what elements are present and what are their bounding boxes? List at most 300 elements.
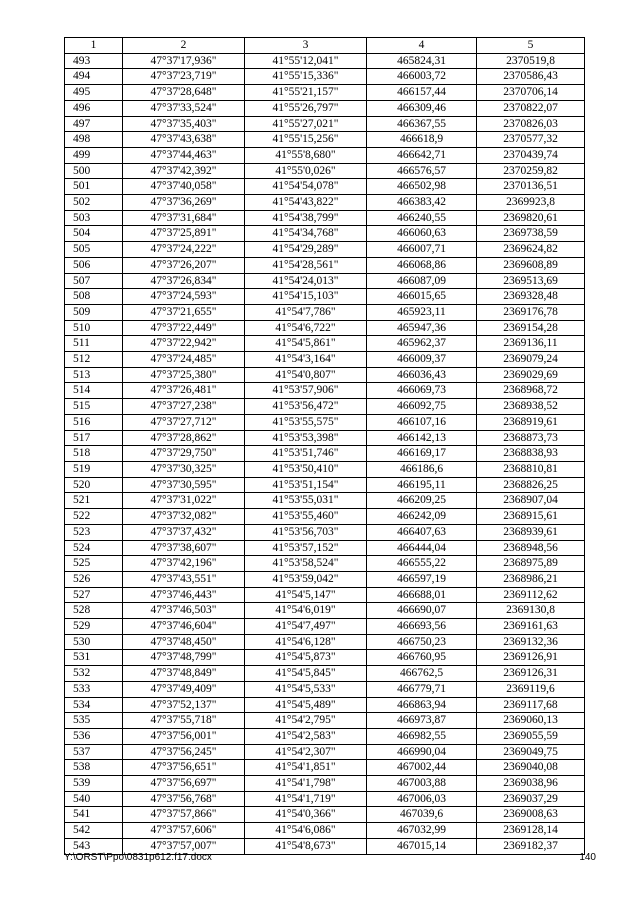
latitude-cell: 47°37'26,481" (123, 383, 245, 399)
y-coordinate-cell: 2369037,29 (477, 791, 585, 807)
y-coordinate-cell: 2368873,73 (477, 430, 585, 446)
table-row (65, 414, 585, 430)
point-number-cell: 496 (65, 100, 123, 116)
latitude-cell: 47°37'30,325" (123, 461, 245, 477)
x-coordinate-cell: 467006,03 (367, 791, 477, 807)
longitude-cell: 41°54'5,845" (245, 666, 367, 682)
table-row (65, 477, 585, 493)
latitude-cell: 47°37'48,450" (123, 634, 245, 650)
y-coordinate-cell: 2368915,61 (477, 509, 585, 525)
table-row (65, 116, 585, 132)
latitude-cell: 47°37'56,768" (123, 791, 245, 807)
longitude-cell: 41°54'28,561" (245, 257, 367, 273)
x-coordinate-cell: 466157,44 (367, 85, 477, 101)
longitude-cell: 41°54'6,086" (245, 823, 367, 839)
latitude-cell: 47°37'27,238" (123, 399, 245, 415)
longitude-cell: 41°54'5,489" (245, 697, 367, 713)
latitude-cell: 47°37'56,651" (123, 760, 245, 776)
x-coordinate-cell: 465824,31 (367, 53, 477, 69)
x-coordinate-cell: 466242,09 (367, 509, 477, 525)
y-coordinate-cell: 2369038,96 (477, 776, 585, 792)
x-coordinate-cell: 466092,75 (367, 399, 477, 415)
x-coordinate-cell: 466990,04 (367, 744, 477, 760)
y-coordinate-cell: 2368907,04 (477, 493, 585, 509)
x-coordinate-cell: 466087,09 (367, 273, 477, 289)
page-number: 140 (579, 852, 596, 863)
latitude-cell: 47°37'46,604" (123, 619, 245, 635)
point-number-cell: 543 (65, 838, 123, 854)
y-coordinate-cell: 2369923,8 (477, 195, 585, 211)
longitude-cell: 41°54'8,673" (245, 838, 367, 854)
point-number-cell: 517 (65, 430, 123, 446)
longitude-cell: 41°54'5,861" (245, 336, 367, 352)
table-row (65, 461, 585, 477)
x-coordinate-cell: 466597,19 (367, 571, 477, 587)
longitude-cell: 41°53'51,746" (245, 446, 367, 462)
x-coordinate-cell: 466690,07 (367, 603, 477, 619)
point-number-cell: 493 (65, 53, 123, 69)
point-number-cell: 511 (65, 336, 123, 352)
point-number-cell: 540 (65, 791, 123, 807)
y-coordinate-cell: 2368948,56 (477, 540, 585, 556)
latitude-cell: 47°37'37,432" (123, 524, 245, 540)
latitude-cell: 47°37'48,849" (123, 666, 245, 682)
longitude-cell: 41°53'56,472" (245, 399, 367, 415)
y-coordinate-cell: 2370259,82 (477, 163, 585, 179)
longitude-cell: 41°53'57,152" (245, 540, 367, 556)
longitude-cell: 41°54'43,822" (245, 195, 367, 211)
header-cell-5: 5 (477, 38, 585, 54)
x-coordinate-cell: 466779,71 (367, 681, 477, 697)
x-coordinate-cell: 467002,44 (367, 760, 477, 776)
latitude-cell: 47°37'42,196" (123, 556, 245, 572)
longitude-cell: 41°53'55,575" (245, 414, 367, 430)
latitude-cell: 47°37'57,866" (123, 807, 245, 823)
table-row (65, 776, 585, 792)
point-number-cell: 494 (65, 69, 123, 85)
point-number-cell: 542 (65, 823, 123, 839)
x-coordinate-cell: 467039,6 (367, 807, 477, 823)
longitude-cell: 41°55'15,336" (245, 69, 367, 85)
table-row (65, 147, 585, 163)
table-row (65, 791, 585, 807)
point-number-cell: 528 (65, 603, 123, 619)
table-row (65, 352, 585, 368)
y-coordinate-cell: 2369328,48 (477, 289, 585, 305)
latitude-cell: 47°37'57,007" (123, 838, 245, 854)
table-row (65, 179, 585, 195)
point-number-cell: 507 (65, 273, 123, 289)
point-number-cell: 515 (65, 399, 123, 415)
table-row (65, 163, 585, 179)
table-row (65, 195, 585, 211)
y-coordinate-cell: 2369132,36 (477, 634, 585, 650)
x-coordinate-cell: 466060,63 (367, 226, 477, 242)
x-coordinate-cell: 466142,13 (367, 430, 477, 446)
table-row (65, 289, 585, 305)
point-number-cell: 527 (65, 587, 123, 603)
longitude-cell: 41°53'56,703" (245, 524, 367, 540)
x-coordinate-cell: 466642,71 (367, 147, 477, 163)
point-number-cell: 509 (65, 304, 123, 320)
y-coordinate-cell: 2369136,11 (477, 336, 585, 352)
table-row (65, 85, 585, 101)
y-coordinate-cell: 2368986,21 (477, 571, 585, 587)
table-row (65, 681, 585, 697)
latitude-cell: 47°37'43,551" (123, 571, 245, 587)
longitude-cell: 41°54'5,873" (245, 650, 367, 666)
y-coordinate-cell: 2369126,31 (477, 666, 585, 682)
table-row (65, 666, 585, 682)
y-coordinate-cell: 2370136,51 (477, 179, 585, 195)
longitude-cell: 41°53'53,398" (245, 430, 367, 446)
point-number-cell: 505 (65, 242, 123, 258)
table-row (65, 650, 585, 666)
x-coordinate-cell: 466444,04 (367, 540, 477, 556)
table-row (65, 697, 585, 713)
longitude-cell: 41°53'58,524" (245, 556, 367, 572)
longitude-cell: 41°55'12,041" (245, 53, 367, 69)
x-coordinate-cell: 466309,46 (367, 100, 477, 116)
longitude-cell: 41°53'50,410" (245, 461, 367, 477)
latitude-cell: 47°37'55,718" (123, 713, 245, 729)
point-number-cell: 541 (65, 807, 123, 823)
longitude-cell: 41°53'57,906" (245, 383, 367, 399)
x-coordinate-cell: 467015,14 (367, 838, 477, 854)
table-row (65, 603, 585, 619)
longitude-cell: 41°54'2,307" (245, 744, 367, 760)
x-coordinate-cell: 466973,87 (367, 713, 477, 729)
y-coordinate-cell: 2369154,28 (477, 320, 585, 336)
y-coordinate-cell: 2369513,69 (477, 273, 585, 289)
latitude-cell: 47°37'24,593" (123, 289, 245, 305)
latitude-cell: 47°37'56,697" (123, 776, 245, 792)
y-coordinate-cell: 2369126,91 (477, 650, 585, 666)
footer-file-path: Y:\ORST\Ppo\0831p612.f17.docx (64, 852, 212, 863)
x-coordinate-cell: 465962,37 (367, 336, 477, 352)
longitude-cell: 41°54'1,719" (245, 791, 367, 807)
longitude-cell: 41°54'38,799" (245, 210, 367, 226)
longitude-cell: 41°54'1,851" (245, 760, 367, 776)
longitude-cell: 41°54'6,128" (245, 634, 367, 650)
y-coordinate-cell: 2370586,43 (477, 69, 585, 85)
y-coordinate-cell: 2368826,25 (477, 477, 585, 493)
table-row (65, 634, 585, 650)
point-number-cell: 521 (65, 493, 123, 509)
table-row (65, 744, 585, 760)
table-row (65, 430, 585, 446)
longitude-cell: 41°54'29,289" (245, 242, 367, 258)
x-coordinate-cell: 466107,16 (367, 414, 477, 430)
table-row (65, 540, 585, 556)
table-row (65, 69, 585, 85)
latitude-cell: 47°37'26,207" (123, 257, 245, 273)
latitude-cell: 47°37'28,862" (123, 430, 245, 446)
x-coordinate-cell: 466069,73 (367, 383, 477, 399)
latitude-cell: 47°37'42,392" (123, 163, 245, 179)
y-coordinate-cell: 2369130,8 (477, 603, 585, 619)
longitude-cell: 41°54'6,019" (245, 603, 367, 619)
x-coordinate-cell: 466036,43 (367, 367, 477, 383)
point-number-cell: 514 (65, 383, 123, 399)
latitude-cell: 47°37'24,485" (123, 352, 245, 368)
latitude-cell: 47°37'32,082" (123, 509, 245, 525)
table-row (65, 524, 585, 540)
x-coordinate-cell: 466750,23 (367, 634, 477, 650)
table-row (65, 587, 585, 603)
x-coordinate-cell: 465923,11 (367, 304, 477, 320)
longitude-cell: 41°54'5,533" (245, 681, 367, 697)
table-row (65, 304, 585, 320)
latitude-cell: 47°37'23,719" (123, 69, 245, 85)
longitude-cell: 41°54'2,795" (245, 713, 367, 729)
point-number-cell: 512 (65, 352, 123, 368)
x-coordinate-cell: 466762,5 (367, 666, 477, 682)
latitude-cell: 47°37'25,891" (123, 226, 245, 242)
table-row (65, 807, 585, 823)
y-coordinate-cell: 2370577,32 (477, 132, 585, 148)
y-coordinate-cell: 2370826,03 (477, 116, 585, 132)
table-row (65, 823, 585, 839)
point-number-cell: 519 (65, 461, 123, 477)
table-row (65, 571, 585, 587)
header-cell-1: 1 (65, 38, 123, 54)
y-coordinate-cell: 2369608,89 (477, 257, 585, 273)
x-coordinate-cell: 466186,6 (367, 461, 477, 477)
latitude-cell: 47°37'46,503" (123, 603, 245, 619)
point-number-cell: 502 (65, 195, 123, 211)
point-number-cell: 529 (65, 619, 123, 635)
latitude-cell: 47°37'31,684" (123, 210, 245, 226)
y-coordinate-cell: 2368919,61 (477, 414, 585, 430)
latitude-cell: 47°37'56,245" (123, 744, 245, 760)
point-number-cell: 520 (65, 477, 123, 493)
point-number-cell: 510 (65, 320, 123, 336)
x-coordinate-cell: 466760,95 (367, 650, 477, 666)
x-coordinate-cell: 466555,22 (367, 556, 477, 572)
y-coordinate-cell: 2369117,68 (477, 697, 585, 713)
table-body (65, 53, 585, 854)
x-coordinate-cell: 466982,55 (367, 728, 477, 744)
y-coordinate-cell: 2368938,52 (477, 399, 585, 415)
x-coordinate-cell: 466576,57 (367, 163, 477, 179)
table-row (65, 336, 585, 352)
x-coordinate-cell: 466367,55 (367, 116, 477, 132)
longitude-cell: 41°55'8,680" (245, 147, 367, 163)
x-coordinate-cell: 466209,25 (367, 493, 477, 509)
point-number-cell: 508 (65, 289, 123, 305)
x-coordinate-cell: 466502,98 (367, 179, 477, 195)
table-row (65, 320, 585, 336)
point-number-cell: 513 (65, 367, 123, 383)
point-number-cell: 536 (65, 728, 123, 744)
y-coordinate-cell: 2369029,69 (477, 367, 585, 383)
point-number-cell: 532 (65, 666, 123, 682)
longitude-cell: 41°54'7,786" (245, 304, 367, 320)
x-coordinate-cell: 466688,01 (367, 587, 477, 603)
x-coordinate-cell: 466007,71 (367, 242, 477, 258)
point-number-cell: 535 (65, 713, 123, 729)
longitude-cell: 41°54'3,164" (245, 352, 367, 368)
y-coordinate-cell: 2368810,81 (477, 461, 585, 477)
point-number-cell: 534 (65, 697, 123, 713)
longitude-cell: 41°53'55,460" (245, 509, 367, 525)
y-coordinate-cell: 2368968,72 (477, 383, 585, 399)
y-coordinate-cell: 2369119,6 (477, 681, 585, 697)
longitude-cell: 41°54'15,103" (245, 289, 367, 305)
latitude-cell: 47°37'38,607" (123, 540, 245, 556)
table-row (65, 399, 585, 415)
latitude-cell: 47°37'52,137" (123, 697, 245, 713)
table-row (65, 273, 585, 289)
latitude-cell: 47°37'21,655" (123, 304, 245, 320)
longitude-cell: 41°54'2,583" (245, 728, 367, 744)
y-coordinate-cell: 2369055,59 (477, 728, 585, 744)
longitude-cell: 41°55'15,256" (245, 132, 367, 148)
longitude-cell: 41°55'27,021" (245, 116, 367, 132)
latitude-cell: 47°37'57,606" (123, 823, 245, 839)
table-row (65, 210, 585, 226)
y-coordinate-cell: 2369820,61 (477, 210, 585, 226)
latitude-cell: 47°37'28,648" (123, 85, 245, 101)
y-coordinate-cell: 2369008,63 (477, 807, 585, 823)
point-number-cell: 506 (65, 257, 123, 273)
table-row (65, 556, 585, 572)
latitude-cell: 47°37'33,524" (123, 100, 245, 116)
longitude-cell: 41°55'0,026" (245, 163, 367, 179)
longitude-cell: 41°54'0,807" (245, 367, 367, 383)
y-coordinate-cell: 2370519,8 (477, 53, 585, 69)
point-number-cell: 497 (65, 116, 123, 132)
latitude-cell: 47°37'30,595" (123, 477, 245, 493)
table-row (65, 132, 585, 148)
latitude-cell: 47°37'35,403" (123, 116, 245, 132)
longitude-cell: 41°55'21,157" (245, 85, 367, 101)
point-number-cell: 499 (65, 147, 123, 163)
latitude-cell: 47°37'48,799" (123, 650, 245, 666)
table-row (65, 446, 585, 462)
table-row (65, 760, 585, 776)
y-coordinate-cell: 2369040,08 (477, 760, 585, 776)
point-number-cell: 522 (65, 509, 123, 525)
point-number-cell: 537 (65, 744, 123, 760)
point-number-cell: 516 (65, 414, 123, 430)
y-coordinate-cell: 2369060,13 (477, 713, 585, 729)
table-row (65, 53, 585, 69)
table-row (65, 383, 585, 399)
longitude-cell: 41°54'5,147" (245, 587, 367, 603)
table-row (65, 257, 585, 273)
x-coordinate-cell: 467003,88 (367, 776, 477, 792)
latitude-cell: 47°37'49,409" (123, 681, 245, 697)
y-coordinate-cell: 2370706,14 (477, 85, 585, 101)
point-number-cell: 539 (65, 776, 123, 792)
x-coordinate-cell: 466240,55 (367, 210, 477, 226)
table-row (65, 226, 585, 242)
x-coordinate-cell: 466009,37 (367, 352, 477, 368)
y-coordinate-cell: 2369128,14 (477, 823, 585, 839)
longitude-cell: 41°54'24,013" (245, 273, 367, 289)
header-cell-2: 2 (123, 38, 245, 54)
x-coordinate-cell: 466407,63 (367, 524, 477, 540)
longitude-cell: 41°53'55,031" (245, 493, 367, 509)
latitude-cell: 47°37'22,449" (123, 320, 245, 336)
point-number-cell: 526 (65, 571, 123, 587)
point-number-cell: 495 (65, 85, 123, 101)
longitude-cell: 41°53'51,154" (245, 477, 367, 493)
latitude-cell: 47°37'56,001" (123, 728, 245, 744)
point-number-cell: 531 (65, 650, 123, 666)
x-coordinate-cell: 466693,56 (367, 619, 477, 635)
y-coordinate-cell: 2369738,59 (477, 226, 585, 242)
latitude-cell: 47°37'36,269" (123, 195, 245, 211)
x-coordinate-cell: 466195,11 (367, 477, 477, 493)
longitude-cell: 41°54'54,078" (245, 179, 367, 195)
longitude-cell: 41°55'26,797" (245, 100, 367, 116)
y-coordinate-cell: 2370822,07 (477, 100, 585, 116)
latitude-cell: 47°37'29,750" (123, 446, 245, 462)
y-coordinate-cell: 2369176,78 (477, 304, 585, 320)
table-row (65, 619, 585, 635)
y-coordinate-cell: 2370439,74 (477, 147, 585, 163)
point-number-cell: 533 (65, 681, 123, 697)
longitude-cell: 41°54'1,798" (245, 776, 367, 792)
point-number-cell: 523 (65, 524, 123, 540)
latitude-cell: 47°37'22,942" (123, 336, 245, 352)
point-number-cell: 504 (65, 226, 123, 242)
x-coordinate-cell: 466068,86 (367, 257, 477, 273)
point-number-cell: 501 (65, 179, 123, 195)
table-header-row (65, 38, 585, 54)
header-cell-3: 3 (245, 38, 367, 54)
longitude-cell: 41°54'0,366" (245, 807, 367, 823)
y-coordinate-cell: 2369161,63 (477, 619, 585, 635)
latitude-cell: 47°37'27,712" (123, 414, 245, 430)
latitude-cell: 47°37'46,443" (123, 587, 245, 603)
header-cell-4: 4 (367, 38, 477, 54)
x-coordinate-cell: 466383,42 (367, 195, 477, 211)
table-row (65, 493, 585, 509)
table-row (65, 242, 585, 258)
table-row (65, 728, 585, 744)
table-row (65, 509, 585, 525)
y-coordinate-cell: 2369049,75 (477, 744, 585, 760)
point-number-cell: 498 (65, 132, 123, 148)
x-coordinate-cell: 466169,17 (367, 446, 477, 462)
latitude-cell: 47°37'24,222" (123, 242, 245, 258)
longitude-cell: 41°54'7,497" (245, 619, 367, 635)
latitude-cell: 47°37'31,022" (123, 493, 245, 509)
latitude-cell: 47°37'26,834" (123, 273, 245, 289)
longitude-cell: 41°53'59,042" (245, 571, 367, 587)
point-number-cell: 524 (65, 540, 123, 556)
point-number-cell: 500 (65, 163, 123, 179)
x-coordinate-cell: 466863,94 (367, 697, 477, 713)
latitude-cell: 47°37'44,463" (123, 147, 245, 163)
y-coordinate-cell: 2369112,62 (477, 587, 585, 603)
y-coordinate-cell: 2369624,82 (477, 242, 585, 258)
point-number-cell: 518 (65, 446, 123, 462)
x-coordinate-cell: 467032,99 (367, 823, 477, 839)
y-coordinate-cell: 2368838,93 (477, 446, 585, 462)
x-coordinate-cell: 466015,65 (367, 289, 477, 305)
y-coordinate-cell: 2368939,61 (477, 524, 585, 540)
x-coordinate-cell: 466003,72 (367, 69, 477, 85)
point-number-cell: 530 (65, 634, 123, 650)
latitude-cell: 47°37'40,058" (123, 179, 245, 195)
latitude-cell: 47°37'43,638" (123, 132, 245, 148)
y-coordinate-cell: 2369182,37 (477, 838, 585, 854)
